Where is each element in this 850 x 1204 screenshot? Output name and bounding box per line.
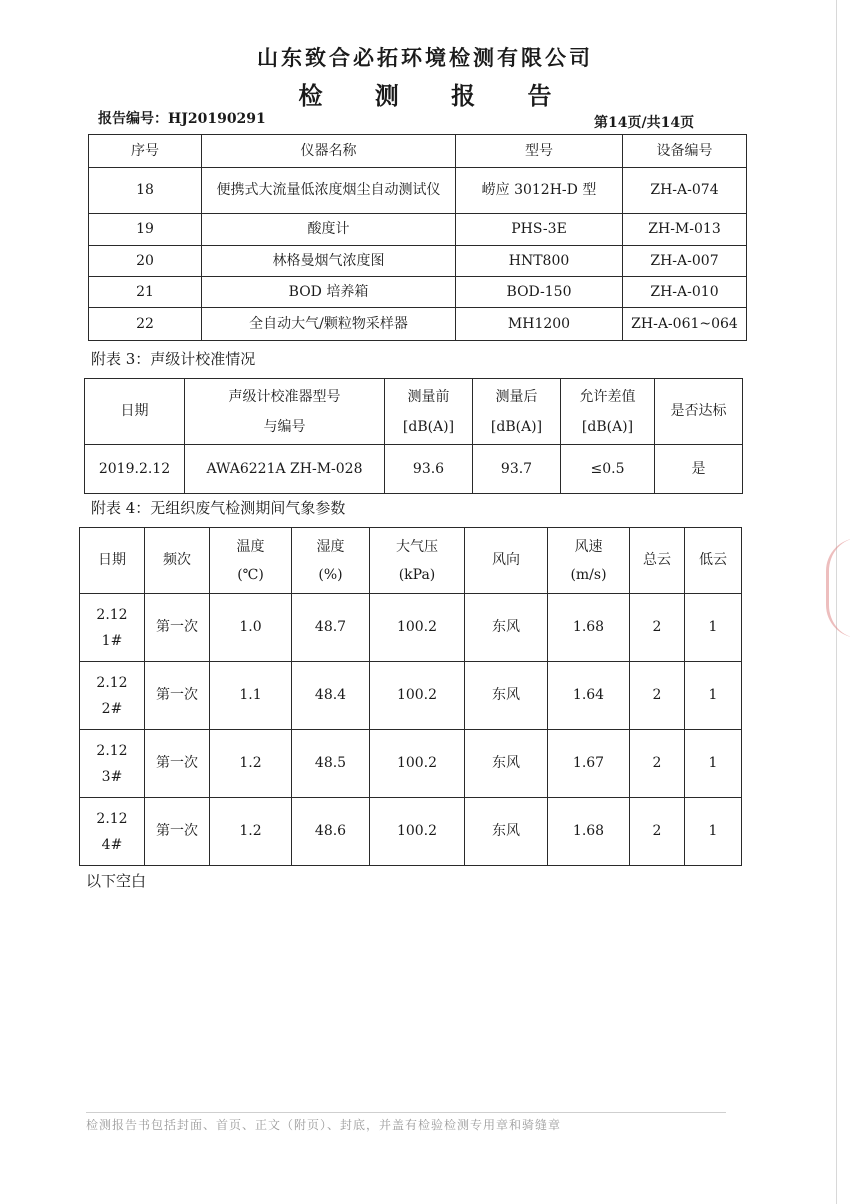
cal-header-model	[185, 379, 385, 445]
wx-header-total-cloud: 总云	[630, 528, 685, 594]
cal-model: AWA6221A ZH-M-028	[185, 445, 385, 494]
instrument-name: 便携式大流量低浓度烟尘自动测试仪	[202, 168, 456, 214]
wx-low-cloud: 1	[685, 730, 742, 798]
cal-header-before-line2: [dB(A)]	[402, 418, 455, 435]
instrument-model: HNT800	[456, 246, 623, 277]
footer-note: 检测报告书包括封面、首页、正文（附页）、封底，并盖有检验检测专用章和骑缝章	[86, 1118, 562, 1132]
cal-header-date: 日期	[85, 379, 185, 445]
instrument-code: ZH-A-007	[623, 246, 747, 277]
wx-wind-speed: 1.64	[548, 662, 630, 730]
wx-humidity: 48.5	[292, 730, 370, 798]
cal-header-qualified: 是否达标	[655, 379, 743, 445]
table-row	[89, 168, 747, 214]
instrument-model: PHS-3E	[456, 214, 623, 246]
cal-qualified: 是	[655, 445, 743, 494]
table-row	[89, 308, 747, 341]
wx-total-cloud: 2	[630, 798, 685, 866]
instrument-code: ZH-A-061~064	[623, 308, 747, 341]
wx-humidity: 48.6	[292, 798, 370, 866]
seal-stamp-edge	[826, 538, 850, 638]
calibration-caption: 附表 3：声级计校准情况	[91, 350, 256, 368]
wx-low-cloud: 1	[685, 798, 742, 866]
cal-header-after	[473, 379, 561, 445]
wx-temp: 1.0	[210, 594, 292, 662]
instrument-model: MH1200	[456, 308, 623, 341]
instrument-no: 18	[89, 168, 202, 214]
weather-caption: 附表 4：无组织废气检测期间气象参数	[91, 499, 346, 517]
cal-header-tolerance	[561, 379, 655, 445]
wx-header-date: 日期	[80, 528, 145, 594]
wx-date	[80, 798, 145, 866]
instrument-name: 林格曼烟气浓度图	[202, 246, 456, 277]
instrument-name: 酸度计	[202, 214, 456, 246]
wx-date	[80, 594, 145, 662]
wx-wind-dir: 东风	[465, 730, 548, 798]
instrument-no: 20	[89, 246, 202, 277]
wx-pressure: 100.2	[370, 798, 465, 866]
wx-date-day: 2.12	[96, 674, 128, 691]
col-header-code: 设备编号	[623, 135, 747, 168]
wx-date-day: 2.12	[96, 742, 128, 759]
instrument-code: ZH-M-013	[623, 214, 747, 246]
instrument-model: 崂应 3012H-D 型	[456, 168, 623, 214]
calibration-header-row	[85, 379, 743, 445]
wx-wind-speed: 1.68	[548, 798, 630, 866]
wx-header-humidity-line2: (%)	[318, 566, 343, 583]
wx-header-pressure-line1: 大气压	[396, 538, 438, 555]
wx-total-cloud: 2	[630, 594, 685, 662]
page-info: 第14页/共14页	[594, 115, 695, 131]
cal-header-before	[385, 379, 473, 445]
company-name: 山东致合必拓环境检测有限公司	[257, 45, 593, 70]
wx-date-day: 2.12	[96, 606, 128, 623]
cal-header-tolerance-line1: 允许差值	[579, 388, 636, 405]
wx-freq: 第一次	[145, 594, 210, 662]
wx-wind-dir: 东风	[465, 662, 548, 730]
calibration-table	[84, 378, 743, 494]
wx-wind-dir: 东风	[465, 594, 548, 662]
wx-date-point: 3#	[101, 768, 123, 785]
cal-header-after-line1: 测量后	[495, 388, 538, 405]
wx-wind-speed: 1.68	[548, 594, 630, 662]
instrument-name: 全自动大气/颗粒物采样器	[202, 308, 456, 341]
wx-header-wind-speed	[548, 528, 630, 594]
wx-pressure: 100.2	[370, 662, 465, 730]
col-header-no: 序号	[89, 135, 202, 168]
instrument-no: 21	[89, 277, 202, 308]
wx-header-wind-speed-line2: (m/s)	[570, 566, 607, 583]
wx-humidity: 48.4	[292, 662, 370, 730]
wx-wind-dir: 东风	[465, 798, 548, 866]
cal-header-tolerance-line2: [dB(A)]	[581, 418, 634, 435]
wx-temp: 1.2	[210, 798, 292, 866]
wx-total-cloud: 2	[630, 662, 685, 730]
instrument-model: BOD-150	[456, 277, 623, 308]
table-row	[80, 798, 742, 866]
end-note: 以下空白	[86, 872, 147, 890]
weather-table	[79, 527, 742, 866]
instrument-code: ZH-A-074	[623, 168, 747, 214]
wx-pressure: 100.2	[370, 594, 465, 662]
instrument-no: 22	[89, 308, 202, 341]
instrument-no: 19	[89, 214, 202, 246]
wx-humidity: 48.7	[292, 594, 370, 662]
cal-after: 93.7	[473, 445, 561, 494]
report-number: 报告编号：HJ20190291	[98, 111, 266, 127]
wx-date-day: 2.12	[96, 810, 128, 827]
wx-low-cloud: 1	[685, 662, 742, 730]
wx-date-point: 1#	[101, 632, 123, 649]
wx-temp: 1.2	[210, 730, 292, 798]
table-row	[89, 214, 747, 246]
wx-date	[80, 730, 145, 798]
cal-header-before-line1: 测量前	[407, 388, 450, 405]
wx-header-humidity	[292, 528, 370, 594]
wx-header-pressure-line2: (kPa)	[398, 566, 436, 583]
table-row	[80, 730, 742, 798]
report-title: 检 测 报 告	[298, 81, 574, 110]
cal-date: 2019.2.12	[85, 445, 185, 494]
wx-freq: 第一次	[145, 662, 210, 730]
cal-tolerance: ≤0.5	[561, 445, 655, 494]
cal-header-model-line2: 与编号	[263, 418, 306, 435]
table-row	[80, 594, 742, 662]
wx-header-humidity-line1: 湿度	[316, 538, 345, 555]
cal-header-after-line2: [dB(A)]	[490, 418, 543, 435]
wx-header-temp-line1: 温度	[236, 538, 265, 555]
wx-header-wind-dir: 风向	[465, 528, 548, 594]
wx-temp: 1.1	[210, 662, 292, 730]
table-row	[89, 277, 747, 308]
wx-header-freq: 频次	[145, 528, 210, 594]
wx-wind-speed: 1.67	[548, 730, 630, 798]
table-row	[85, 445, 743, 494]
col-header-name: 仪器名称	[202, 135, 456, 168]
wx-header-wind-speed-line1: 风速	[574, 538, 603, 555]
wx-date-point: 2#	[101, 700, 123, 717]
table-row	[89, 246, 747, 277]
instrument-code: ZH-A-010	[623, 277, 747, 308]
wx-header-pressure	[370, 528, 465, 594]
wx-freq: 第一次	[145, 730, 210, 798]
footer-divider	[86, 1112, 726, 1113]
wx-header-temp-line2: (℃)	[237, 566, 264, 583]
weather-header-row	[80, 528, 742, 594]
wx-low-cloud: 1	[685, 594, 742, 662]
instrument-name: BOD 培养箱	[202, 277, 456, 308]
wx-date	[80, 662, 145, 730]
wx-pressure: 100.2	[370, 730, 465, 798]
instrument-table	[88, 134, 747, 341]
wx-date-point: 4#	[101, 836, 123, 853]
table-row	[80, 662, 742, 730]
cal-header-model-line1: 声级计校准器型号	[228, 388, 341, 405]
instrument-header-row	[89, 135, 747, 168]
wx-header-low-cloud: 低云	[685, 528, 742, 594]
cal-before: 93.6	[385, 445, 473, 494]
wx-freq: 第一次	[145, 798, 210, 866]
wx-total-cloud: 2	[630, 730, 685, 798]
col-header-model: 型号	[456, 135, 623, 168]
wx-header-temp	[210, 528, 292, 594]
